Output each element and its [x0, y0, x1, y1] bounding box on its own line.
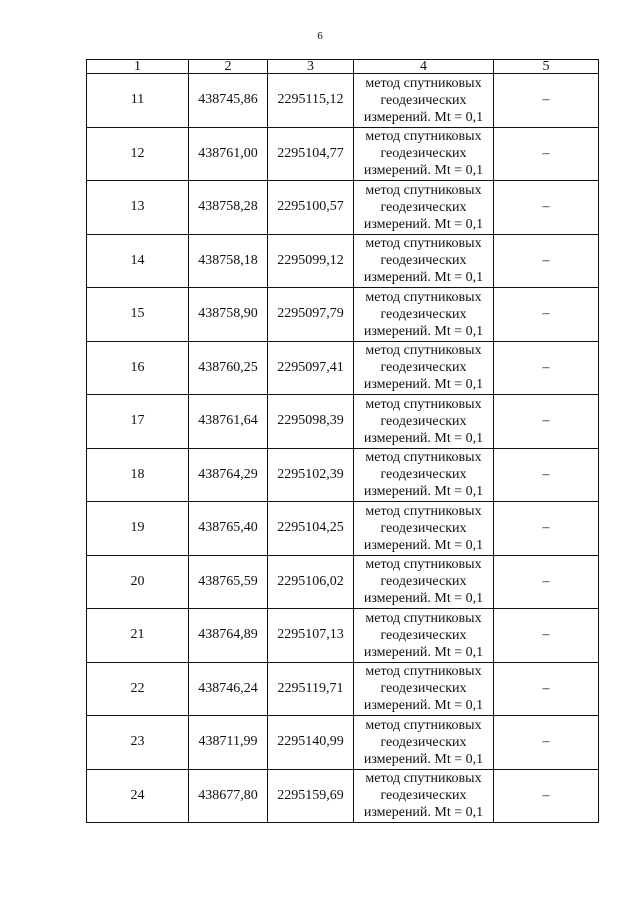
note-dash: – [494, 502, 599, 556]
method-line: метод спутниковых [365, 289, 482, 305]
method-line: измерений. Mt = 0,1 [363, 270, 484, 286]
header-row [87, 60, 599, 74]
method-line: метод спутниковых [365, 717, 482, 733]
coordinate-x: 438761,64 [189, 395, 268, 449]
note-dash: – [494, 395, 599, 449]
table-row [87, 448, 599, 502]
method-line: метод спутниковых [365, 182, 482, 198]
point-number: 16 [87, 341, 189, 395]
coordinate-x: 438765,59 [189, 555, 268, 609]
point-number: 12 [87, 127, 189, 181]
method-line: геодезических [380, 253, 467, 269]
note-dash: – [494, 181, 599, 235]
method-line: измерений. Mt = 0,1 [363, 698, 484, 714]
method-description [354, 662, 494, 716]
point-number: 22 [87, 662, 189, 716]
table-row [87, 555, 599, 609]
header-col-3: 3 [268, 60, 354, 74]
point-number: 15 [87, 288, 189, 342]
note-dash: – [494, 74, 599, 128]
coordinate-x: 438746,24 [189, 662, 268, 716]
point-number: 19 [87, 502, 189, 556]
method-line: измерений. Mt = 0,1 [363, 163, 484, 179]
point-number: 20 [87, 555, 189, 609]
note-dash: – [494, 609, 599, 663]
coordinate-y: 2295140,99 [268, 716, 354, 770]
note-dash: – [494, 234, 599, 288]
point-number: 23 [87, 716, 189, 770]
header-col-2: 2 [189, 60, 268, 74]
method-line: геодезических [380, 681, 467, 697]
method-line: геодезических [380, 360, 467, 376]
table-row [87, 127, 599, 181]
table-row [87, 769, 599, 823]
coordinate-y: 2295098,39 [268, 395, 354, 449]
method-line: измерений. Mt = 0,1 [363, 484, 484, 500]
method-line: геодезических [380, 199, 467, 215]
method-description [354, 609, 494, 663]
note-dash: – [494, 769, 599, 823]
note-dash: – [494, 127, 599, 181]
method-line: геодезических [380, 734, 467, 750]
method-line: измерений. Mt = 0,1 [363, 591, 484, 607]
table-row [87, 341, 599, 395]
coordinate-y: 2295159,69 [268, 769, 354, 823]
method-line: измерений. Mt = 0,1 [363, 216, 484, 232]
table-row [87, 502, 599, 556]
coordinate-y: 2295097,41 [268, 341, 354, 395]
method-line: геодезических [380, 92, 467, 108]
method-description [354, 74, 494, 128]
coordinate-y: 2295104,25 [268, 502, 354, 556]
point-number: 18 [87, 448, 189, 502]
method-line: метод спутниковых [365, 664, 482, 680]
table-row [87, 181, 599, 235]
coordinate-y: 2295097,79 [268, 288, 354, 342]
note-dash: – [494, 341, 599, 395]
point-number: 13 [87, 181, 189, 235]
method-line: метод спутниковых [365, 610, 482, 626]
method-line: метод спутниковых [365, 503, 482, 519]
method-line: измерений. Mt = 0,1 [363, 805, 484, 821]
table-body [87, 74, 599, 823]
table-row [87, 395, 599, 449]
header-col-1: 1 [87, 60, 189, 74]
method-line: геодезических [380, 520, 467, 536]
method-description [354, 127, 494, 181]
coordinate-x: 438760,25 [189, 341, 268, 395]
method-line: метод спутниковых [365, 450, 482, 466]
coordinate-x: 438764,29 [189, 448, 268, 502]
coordinate-y: 2295104,77 [268, 127, 354, 181]
table-row [87, 234, 599, 288]
note-dash: – [494, 555, 599, 609]
method-description [354, 341, 494, 395]
coordinate-y: 2295106,02 [268, 555, 354, 609]
method-description [354, 234, 494, 288]
table-row [87, 609, 599, 663]
coordinate-y: 2295119,71 [268, 662, 354, 716]
method-description [354, 395, 494, 449]
method-line: геодезических [380, 306, 467, 322]
point-number: 17 [87, 395, 189, 449]
coordinate-y: 2295107,13 [268, 609, 354, 663]
note-dash: – [494, 288, 599, 342]
table-header [87, 60, 599, 74]
table-row [87, 74, 599, 128]
method-description [354, 769, 494, 823]
method-line: геодезических [380, 574, 467, 590]
table-row [87, 662, 599, 716]
method-line: измерений. Mt = 0,1 [363, 644, 484, 660]
coordinate-y: 2295099,12 [268, 234, 354, 288]
page-number: 6 [317, 30, 323, 42]
method-description [354, 288, 494, 342]
point-number: 11 [87, 74, 189, 128]
method-line: метод спутниковых [365, 396, 482, 412]
method-line: измерений. Mt = 0,1 [363, 537, 484, 553]
coordinate-x: 438745,86 [189, 74, 268, 128]
note-dash: – [494, 662, 599, 716]
method-line: метод спутниковых [365, 343, 482, 359]
coordinates-table [86, 59, 599, 823]
method-line: метод спутниковых [365, 75, 482, 91]
method-line: геодезических [380, 146, 467, 162]
point-number: 24 [87, 769, 189, 823]
note-dash: – [494, 448, 599, 502]
method-description [354, 181, 494, 235]
point-number: 21 [87, 609, 189, 663]
header-col-4: 4 [354, 60, 494, 74]
method-line: измерений. Mt = 0,1 [363, 377, 484, 393]
coordinate-x: 438764,89 [189, 609, 268, 663]
method-description [354, 448, 494, 502]
table-row [87, 716, 599, 770]
coordinate-y: 2295100,57 [268, 181, 354, 235]
coordinate-x: 438765,40 [189, 502, 268, 556]
method-line: метод спутниковых [365, 557, 482, 573]
method-line: измерений. Mt = 0,1 [363, 430, 484, 446]
coordinate-x: 438758,28 [189, 181, 268, 235]
method-line: метод спутниковых [365, 129, 482, 145]
coordinate-x: 438758,18 [189, 234, 268, 288]
table-row [87, 288, 599, 342]
method-line: геодезических [380, 467, 467, 483]
method-description [354, 555, 494, 609]
method-line: метод спутниковых [365, 771, 482, 787]
point-number: 14 [87, 234, 189, 288]
method-description [354, 716, 494, 770]
method-line: геодезических [380, 788, 467, 804]
header-col-5: 5 [494, 60, 599, 74]
coordinate-x: 438758,90 [189, 288, 268, 342]
method-line: геодезических [380, 413, 467, 429]
coordinate-x: 438677,80 [189, 769, 268, 823]
method-line: измерений. Mt = 0,1 [363, 109, 484, 125]
note-dash: – [494, 716, 599, 770]
method-line: измерений. Mt = 0,1 [363, 751, 484, 767]
method-description [354, 502, 494, 556]
method-line: измерений. Mt = 0,1 [363, 323, 484, 339]
method-line: геодезических [380, 627, 467, 643]
method-line: метод спутниковых [365, 236, 482, 252]
coordinate-x: 438711,99 [189, 716, 268, 770]
coordinate-x: 438761,00 [189, 127, 268, 181]
coordinate-y: 2295115,12 [268, 74, 354, 128]
coordinate-y: 2295102,39 [268, 448, 354, 502]
